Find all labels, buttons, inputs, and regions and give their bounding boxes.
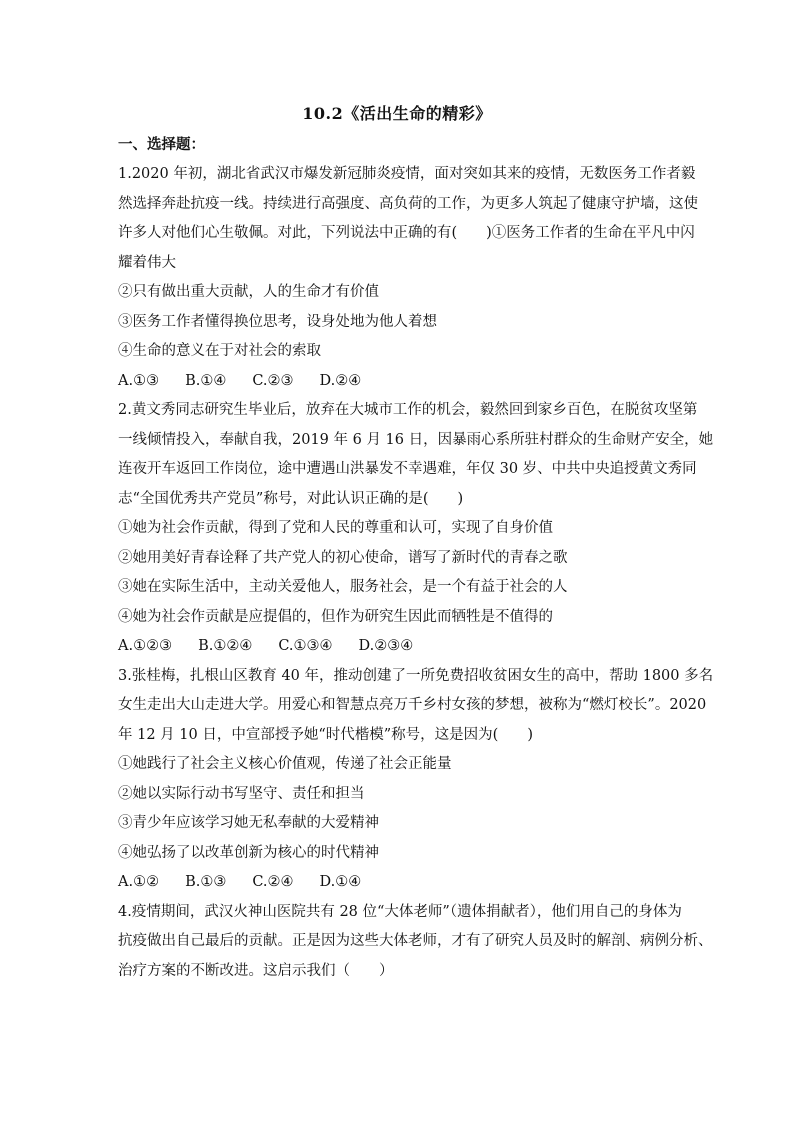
option-c: C.②④: [252, 874, 294, 890]
section-heading: 一、选择题：: [118, 136, 205, 153]
question-3-line-1: 3.张桂梅，扎根山区教育 40 年，推动创建了一所免费招收贫困女生的高中，帮助 1800 多名: [118, 667, 714, 684]
option-a: A.①③: [118, 372, 160, 389]
question-list: [118, 160, 714, 986]
option-d: D.②④: [319, 372, 362, 389]
option-c: C.①③④: [278, 638, 333, 654]
question-1: [118, 160, 698, 396]
question-1-line-3: 许多人对他们心生敬佩。对此，下列说法中正确的有( )①医务工作者的生命在平凡中闪: [118, 225, 695, 241]
option-b: B.①④: [185, 372, 227, 389]
question-3: [118, 662, 714, 898]
question-2-item-3: ③她在实际生活中，主动关爱他人，服务社会，是一个有益于社会的人: [118, 579, 568, 595]
question-2-line-2: 一线倾情投入，奉献自我，2019 年 6 月 16 日，因暴雨心系所驻村群众的生命财产安全，她: [118, 431, 714, 448]
question-3-item-1: ①她践行了社会主义核心价值观，传递了社会正能量: [118, 756, 452, 772]
question-4-line-2: 抗疫做出自己最后的贡献。正是因为这些大体老师，才有了研究人员及时的解剖、病例分析、: [118, 933, 713, 949]
option-b: B.①③: [185, 874, 227, 890]
option-c: C.②③: [252, 372, 294, 389]
option-a: A.①②③: [118, 638, 173, 654]
question-3-line-2: 女生走出大山走进大学。用爱心和智慧点亮万千乡村女孩的梦想，被称为“燃灯校长”。2020: [118, 697, 707, 713]
question-3-options: [118, 868, 678, 898]
question-2-item-2: ②她用美好青春诠释了共产党人的初心使命，谱写了新时代的青春之歌: [118, 549, 568, 566]
page-title: 10.2《活出生命的精彩》: [302, 104, 492, 123]
question-1-item-3: ③医务工作者懂得换位思考，设身处地为他人着想: [118, 313, 437, 330]
question-3-item-4: ④她弘扬了以改革创新为核心的时代精神: [118, 844, 379, 861]
question-3-item-3: ③青少年应该学习她无私奉献的大爱精神: [118, 815, 379, 831]
question-1-options: [118, 367, 678, 397]
question-3-item-2: ②她以实际行动书写坚守、责任和担当: [118, 785, 365, 802]
question-2-line-1: 2.黄文秀同志研究生毕业后，放弃在大城市工作的机会，毅然回到家乡百色，在脱贫攻坚第: [118, 402, 698, 418]
question-1-line-2: 然选择奔赴抗疫一线。持续进行高强度、高负荷的工作，为更多人筑起了健康守护墙，这使: [118, 195, 698, 212]
question-2: [118, 396, 714, 662]
question-2-line-4: 志“全国优秀共产党员”称号，对此认识正确的是( ): [118, 490, 464, 507]
question-1-item-2: ②只有做出重大贡献，人的生命才有价值: [118, 284, 379, 300]
question-2-item-1: ①她为社会作贡献，得到了党和人民的尊重和认可，实现了自身价值: [118, 520, 553, 536]
question-3-line-3: 年 12 月 10 日，中宣部授予她“时代楷模”称号，这是因为( ): [118, 726, 533, 743]
question-1-item-4: ④生命的意义在于对社会的索取: [118, 343, 321, 359]
option-b: B.①②④: [198, 638, 253, 654]
question-2-item-4: ④她为社会作贡献是应提倡的，但作为研究生因此而牺牲是不值得的: [118, 608, 553, 625]
option-d: D.②③④: [358, 638, 414, 654]
option-d: D.①④: [319, 874, 362, 890]
question-4-line-1: 4.疫情期间，武汉火神山医院共有 28 位“大体老师”（遗体捐献者），他们用自己的身体为: [118, 903, 682, 920]
question-2-options: [118, 632, 678, 662]
option-a: A.①②: [118, 874, 160, 890]
question-2-line-3: 连夜开车返回工作岗位，途中遭遇山洪暴发不幸遇难，年仅 30 岁、中共中央追授黄文秀同: [118, 461, 697, 477]
question-4: [118, 898, 713, 987]
question-1-line-1: 1.2020 年初，湖北省武汉市爆发新冠肺炎疫情，面对突如其来的疫情，无数医务工作者毅: [118, 166, 696, 182]
question-1-line-4: 耀着伟大: [118, 254, 176, 271]
question-4-line-3: 治疗方案的不断改进。这启示我们（ ）: [118, 962, 394, 979]
